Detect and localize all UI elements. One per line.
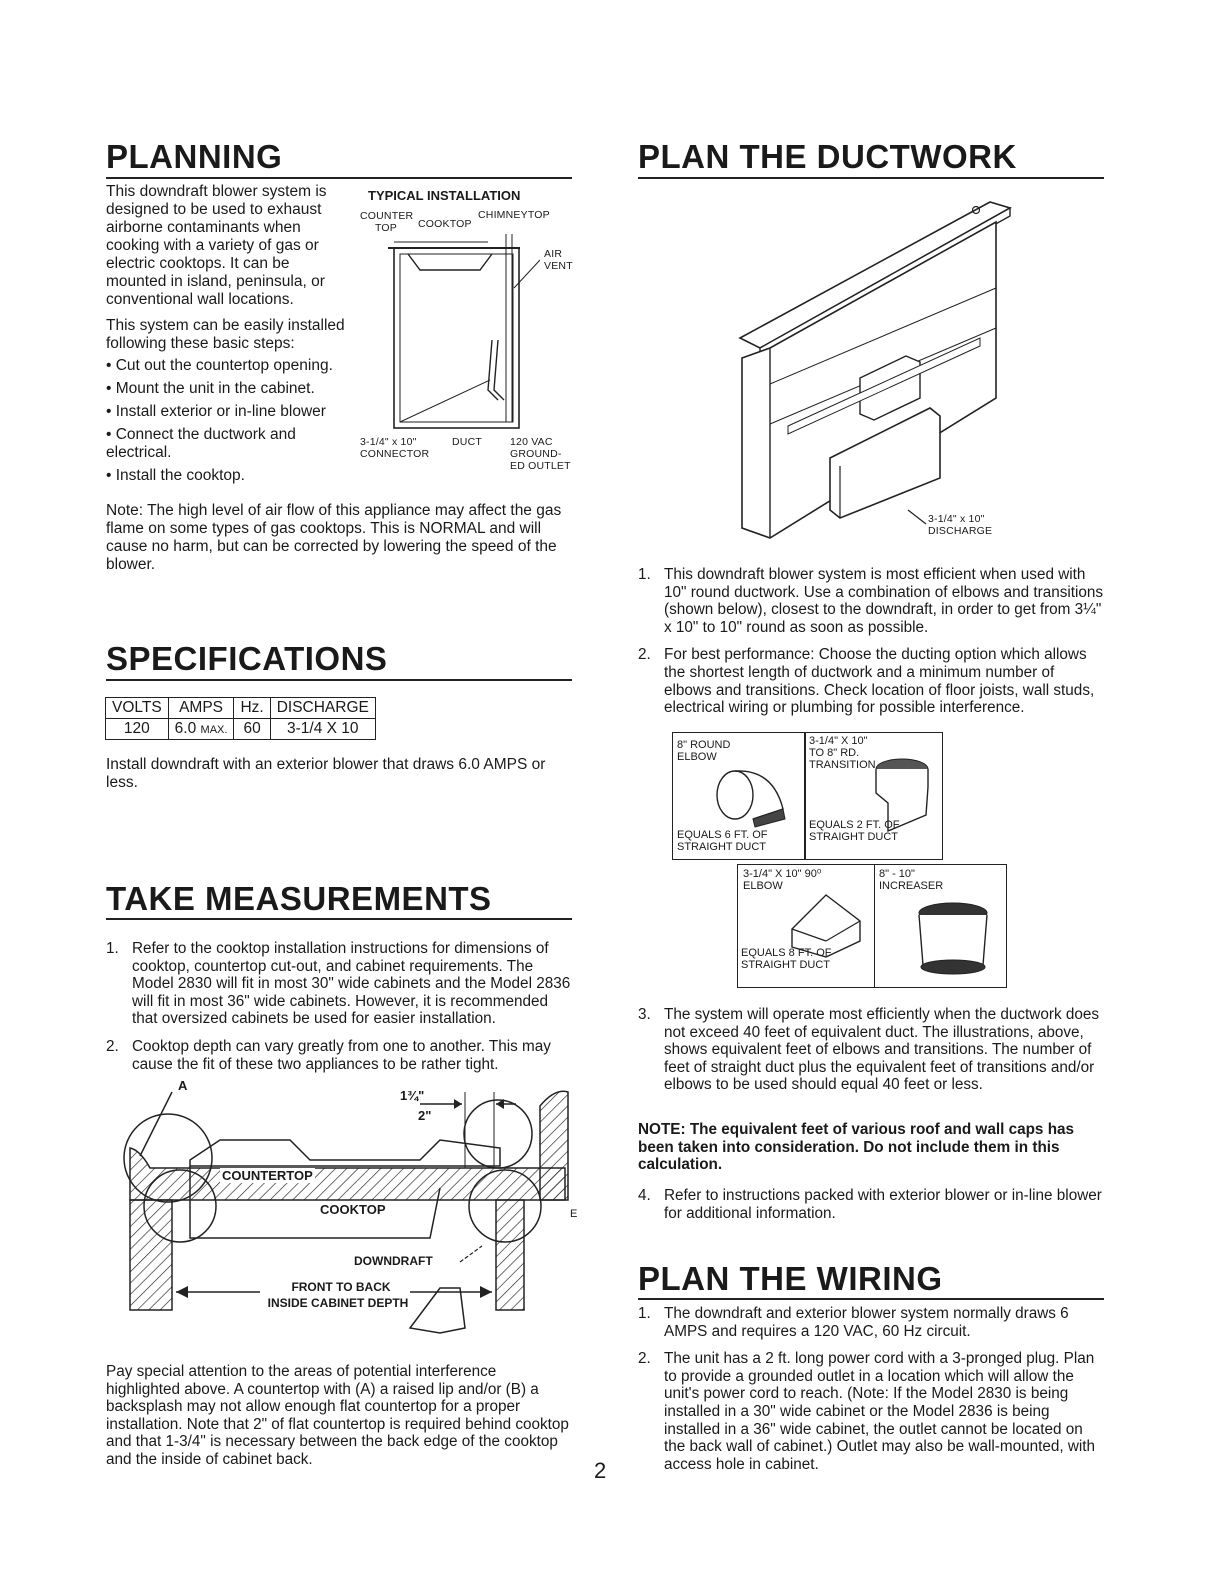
header-volts: VOLTS <box>106 698 169 719</box>
typical-installation-figure <box>360 186 575 476</box>
fitting-transition <box>805 732 943 860</box>
list-item: 2. For best performance: Choose the ducting option which allows the shortest length of ductwork and a minimum number of elbows and transitions. Check location of floor joists, wall studs, electrical wiring or plumbing for possible interference. <box>638 646 1095 717</box>
label-connector: 3-1/4" x 10" CONNECTOR <box>360 436 430 460</box>
label-dim-1-3-4: 1¾" <box>400 1088 425 1103</box>
label-outlet: 120 VAC GROUND-ED OUTLET <box>510 436 571 472</box>
divider <box>638 1298 1104 1300</box>
page-number: 2 <box>594 1458 607 1483</box>
label-downdraft: DOWNDRAFT <box>354 1254 433 1268</box>
divider <box>638 177 1104 179</box>
label-cooktop: COOKTOP <box>320 1202 386 1217</box>
divider <box>106 177 572 179</box>
planning-steps <box>106 357 352 485</box>
label-counter-top: COUNTER TOP <box>360 210 414 234</box>
figure-title: TYPICAL INSTALLATION <box>368 188 521 203</box>
divider <box>106 679 572 681</box>
fitting-90-elbow <box>737 864 875 988</box>
label-duct: DUCT <box>452 436 482 448</box>
list-item: 1. The downdraft and exterior blower system normally draws 6 AMPS and requires a 120 VAC, 60 Hz circuit. <box>638 1305 1069 1340</box>
planning-note <box>106 502 576 574</box>
ductwork-heading: PLAN THE DUCTWORK <box>638 138 1017 175</box>
label-air-vent: AIR VENT <box>544 248 573 272</box>
increaser-icon <box>913 901 993 981</box>
label-chimneytop: CHIMNEYTOP <box>478 209 550 221</box>
header-hz: Hz. <box>234 698 270 719</box>
ductwork-list <box>638 566 1106 727</box>
wiring-heading: PLAN THE WIRING <box>638 1260 943 1297</box>
cell-amps: 6.0 MAX. <box>168 719 234 740</box>
planning-steps-intro: This system can be easily installed following these basic steps: <box>106 317 345 352</box>
fitting-equals: EQUALS 6 FT. OF STRAIGHT DUCT <box>677 829 768 853</box>
fitting-equals: EQUALS 8 FT. OF STRAIGHT DUCT <box>741 947 832 971</box>
measurements-footer: Pay special attention to the areas of potential interference highlighted above. A countertop with (A) a raised lip and/or (B) a backsplash may not allow enough flat countertop for a proper installation. Note that 2" of flat countertop is required behind cooktop and that 1-3/4" is necessary between the back edge of the cooktop and the inside of cabinet back. <box>106 1363 569 1468</box>
discharge-label: 3-1/4" x 10" DISCHARGE <box>928 513 993 537</box>
list-item: 2. Cooktop depth can vary greatly from one to another. This may cause the fit of these two appliances to be rather tight. <box>106 1037 551 1073</box>
list-item: 1. This downdraft blower system is most efficient when used with 10" round ductwork. Use a combination of elbows and transitions (shown below), closest to the downdraft, in order to get from 3¼" x 10" to 10" round as soon as possible. <box>638 566 1104 636</box>
table-row <box>106 719 376 740</box>
fitting-round-elbow <box>672 732 805 860</box>
measurements-list <box>106 940 574 1083</box>
specifications-table <box>105 697 376 740</box>
note-label: Note: <box>106 502 144 519</box>
label-b: E <box>570 1208 578 1220</box>
measurements-heading: TAKE MEASUREMENTS <box>106 880 492 917</box>
label-depth-1: FRONT TO BACK <box>291 1280 391 1294</box>
ductwork-list-2 <box>638 1006 1106 1104</box>
header-amps: AMPS <box>168 698 234 719</box>
step-item: • Cut out the countertop opening. <box>106 357 333 374</box>
cell-hz: 60 <box>234 719 270 740</box>
cell-volts: 120 <box>106 719 169 740</box>
table-header-row <box>106 698 376 719</box>
wiring-list <box>638 1305 1106 1483</box>
specifications-note: Install downdraft with an exterior blower that draws 6.0 AMPS or less. <box>106 756 546 791</box>
cell-discharge: 3-1/4 X 10 <box>270 719 375 740</box>
step-item: • Install the cooktop. <box>106 467 245 484</box>
planning-body <box>106 183 352 490</box>
label-dim-2: 2" <box>418 1108 432 1123</box>
cabinet-illustration <box>380 230 540 430</box>
note-text: The high level of air flow of this appliance may affect the gas flame on some types of gas cooktops. This is NORMAL and will cause no harm, but can be corrected by lowering the speed of the blower. <box>106 502 562 573</box>
label-cooktop: COOKTOP <box>418 218 472 230</box>
ductwork-list-3 <box>638 1187 1106 1232</box>
list-item: 2. The unit has a 2 ft. long power cord with a 3-pronged plug. Plan to provide a grounded outlet in a location which will allow the unit's power cord to reach. (Note: If the Model 2830 is being installed in a 30" wide cabinet or the Model 2836 is being installed in a 36" wide cabinet, the outlet cannot be located on the back wall of cabinet.) Outlet may also be wall-mounted, with access hole in cabinet. <box>638 1350 1096 1473</box>
countertop-figure <box>120 1078 580 1340</box>
blower-unit-illustration <box>730 188 1020 558</box>
header-discharge: DISCHARGE <box>270 698 375 719</box>
fitting-name: 3-1/4" X 10" 90⁰ ELBOW <box>743 868 822 892</box>
round-elbow-icon <box>713 759 793 829</box>
planning-heading: PLANNING <box>106 138 283 175</box>
label-countertop: COUNTERTOP <box>222 1168 313 1183</box>
step-item: • Mount the unit in the cabinet. <box>106 380 315 397</box>
fitting-equals: EQUALS 2 FT. OF STRAIGHT DUCT <box>809 819 900 843</box>
fitting-increaser <box>874 864 1007 988</box>
list-item: 1. Refer to the cooktop installation instructions for dimensions of cooktop, countertop cut-out, and cabinet requirements. The Model 2830 will fit in most 30" wide cabinets and the Model 2836 will fit in most 36" wide cabinets. However, it is recommended that oversized cabinets be used for easier installation. <box>106 940 571 1028</box>
divider <box>106 918 572 920</box>
list-item: 3. The system will operate most efficiently when the ductwork does not exceed 40 feet of equivalent duct. The illustrations, above, shows equivalent feet of elbows and transitions. The number of feet of straight duct plus the equivalent feet of transitions and/or elbows to be used should equal 40 feet or less. <box>638 1006 1100 1094</box>
label-a: A <box>178 1078 188 1093</box>
list-item: 4. Refer to instructions packed with exterior blower or in-line blower for additional information. <box>638 1187 1102 1222</box>
step-item: • Connect the ductwork and electrical. <box>106 426 296 461</box>
ductwork-note: NOTE: The equivalent feet of various roof and wall caps has been taken into consideration. Do not include them in this calculation. <box>638 1121 1075 1174</box>
label-depth-2: INSIDE CABINET DEPTH <box>267 1296 409 1310</box>
step-item: • Install exterior or in-line blower <box>106 403 326 420</box>
fitting-name: 8" ROUND ELBOW <box>677 739 731 763</box>
fitting-name: 3-1/4" X 10" TO 8" RD. TRANSITION <box>809 735 876 771</box>
planning-intro: This downdraft blower system is designed to be used to exhaust airborne contaminants when cooking with a variety of gas or electric cooktops. It can be mounted in island, peninsula, or conventional wall locations. <box>106 183 327 308</box>
fitting-name: 8" - 10" INCREASER <box>879 868 944 892</box>
specifications-heading: SPECIFICATIONS <box>106 640 388 677</box>
